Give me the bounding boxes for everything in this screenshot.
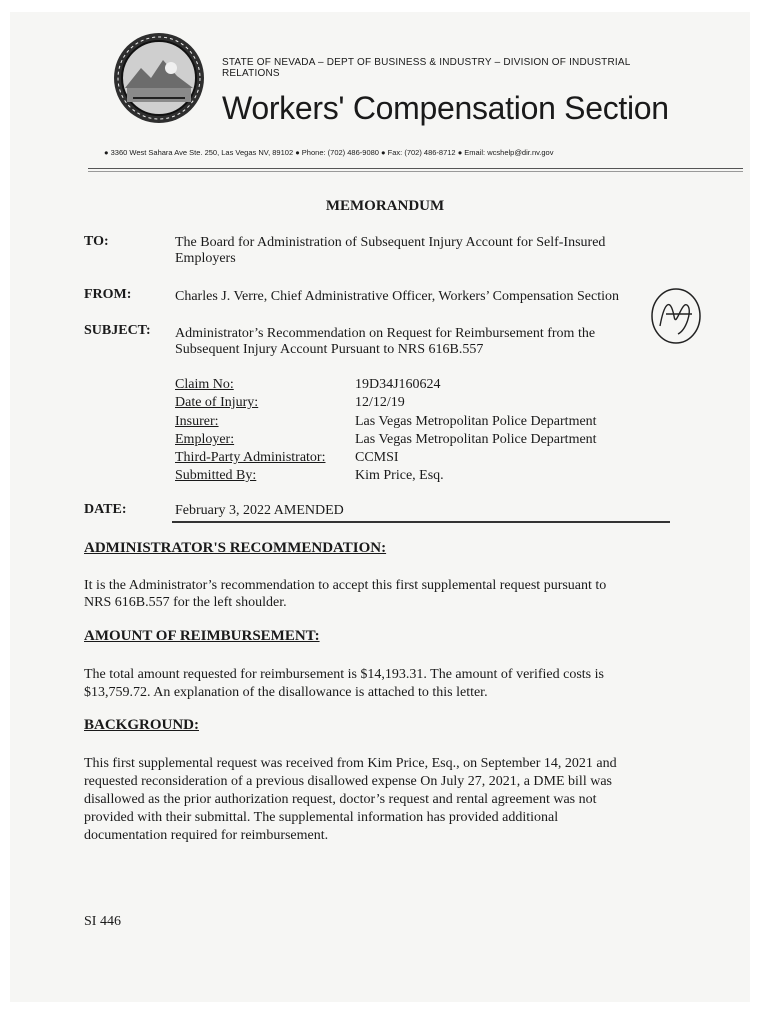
- subject-line-2: Subsequent Injury Account Pursuant to NRS 616B.557: [175, 342, 484, 357]
- background-line-1: This first supplemental request was received from Kim Price, Esq., on September 14, 2021 and: [84, 756, 617, 771]
- letterhead-divider: [88, 168, 743, 169]
- date-of-injury-label: Date of Injury:: [175, 395, 259, 410]
- reimbursement-line-2: $13,759.72. An explanation of the disallowance is attached to this letter.: [84, 685, 488, 700]
- submitted-by-value: Kim Price, Esq.: [355, 468, 444, 483]
- reimbursement-line-1: The total amount requested for reimbursement is $14,193.31. The amount of verified costs is: [84, 667, 604, 682]
- date-text: February 3, 2022 AMENDED: [175, 503, 344, 518]
- background-heading: BACKGROUND:: [84, 717, 199, 733]
- date-of-injury-value: 12/12/19: [355, 395, 405, 410]
- agency-name: STATE OF NEVADA – DEPT OF BUSINESS & INDUSTRY – DIVISION OF INDUSTRIAL RELATIONS: [222, 57, 631, 79]
- recommendation-line-1: It is the Administrator’s recommendation to accept this first supplemental request pursuant to: [84, 578, 607, 593]
- employer-label: Employer:: [175, 432, 235, 447]
- to-line-1: The Board for Administration of Subsequent Injury Account for Self-Insured: [175, 235, 606, 250]
- state-seal-icon: [113, 32, 205, 124]
- date-label: DATE:: [84, 502, 127, 517]
- insurer-value: Las Vegas Metropolitan Police Department: [355, 414, 597, 429]
- contact-info: ● 3360 West Sahara Ave Ste. 250, Las Vegas NV, 89102 ● Phone: (702) 486-9080 ● Fax: (702) 486-8712 ● Email: wcshelp@dir.nv.gov: [104, 148, 554, 157]
- background-line-4: provided with their submittal. The supplemental information has provided additional: [84, 810, 559, 825]
- letterhead-divider-secondary: [88, 171, 743, 172]
- recommendation-line-2: NRS 616B.557 for the left shoulder.: [84, 595, 287, 610]
- background-line-3: disallowed as the prior authorization request, doctor’s request and rental agreement was not: [84, 792, 597, 807]
- subject-line-1: Administrator’s Recommendation on Request for Reimbursement from the: [175, 326, 596, 341]
- date-divider: [172, 521, 670, 523]
- tpa-value: CCMSI: [355, 450, 399, 465]
- signature-initials-icon: [648, 286, 704, 346]
- background-line-5: documentation required for reimbursement.: [84, 828, 329, 843]
- to-line-2: Employers: [175, 251, 236, 266]
- claim-no-value: 19D34J160624: [355, 377, 441, 392]
- recommendation-heading: ADMINISTRATOR'S RECOMMENDATION:: [84, 540, 387, 556]
- from-label: FROM:: [84, 287, 132, 302]
- reimbursement-heading: AMOUNT OF REIMBURSEMENT:: [84, 628, 320, 644]
- section-title: Workers' Compensation Section: [222, 90, 669, 126]
- submitted-by-label: Submitted By:: [175, 468, 257, 483]
- from-text: Charles J. Verre, Chief Administrative Officer, Workers’ Compensation Section: [175, 289, 620, 304]
- subject-label: SUBJECT:: [84, 323, 151, 338]
- insurer-label: Insurer:: [175, 414, 219, 429]
- to-label: TO:: [84, 234, 109, 249]
- background-line-2: requested reconsideration of a previous disallowed expense On July 27, 2021, a DME bill was: [84, 774, 612, 789]
- tpa-label: Third-Party Administrator:: [175, 450, 326, 465]
- claim-no-label: Claim No:: [175, 377, 234, 392]
- form-number: SI 446: [84, 914, 121, 929]
- employer-value: Las Vegas Metropolitan Police Department: [355, 432, 597, 447]
- memo-title: MEMORANDUM: [325, 198, 445, 214]
